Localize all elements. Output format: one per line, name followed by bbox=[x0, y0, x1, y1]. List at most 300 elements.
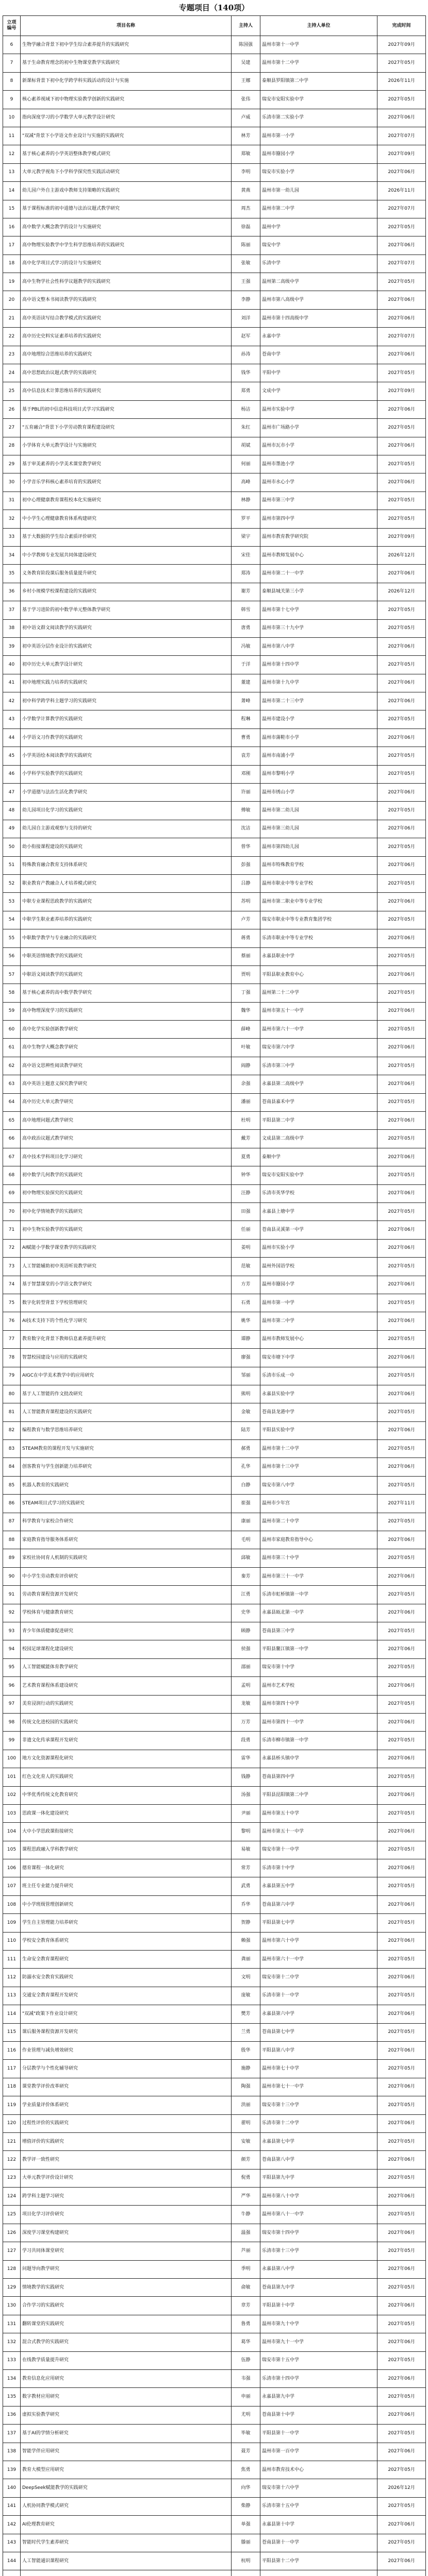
cell-number: 71 bbox=[3, 1221, 21, 1239]
cell-project-name: 中职学生职业素养培养的实践研究 bbox=[21, 911, 232, 929]
cell-number: 78 bbox=[3, 1349, 21, 1367]
cell-host-unit: 温州中学 bbox=[260, 218, 377, 236]
cell-host-unit: 温州市籀园小学 bbox=[260, 1276, 377, 1294]
cell-finish-time: 2027年06月 bbox=[377, 784, 426, 802]
cell-project-name: 中小学班级管理创新研究 bbox=[21, 1895, 232, 1913]
cell-host: 田强 bbox=[232, 1203, 260, 1221]
cell-host-unit: 温州第二高级中学 bbox=[260, 273, 377, 291]
cell-host: 乔华 bbox=[232, 1895, 260, 1913]
cell-project-name: AI赋能小学数学课堂教学的实践研究 bbox=[21, 1239, 232, 1257]
cell-number: 21 bbox=[3, 309, 21, 327]
cell-host: 温强 bbox=[232, 2224, 260, 2242]
cell-host: 蒋勇 bbox=[232, 929, 260, 947]
cell-number: 103 bbox=[3, 1804, 21, 1822]
cell-project-name: 初中历史大单元教学设计研究 bbox=[21, 656, 232, 674]
cell-host-unit: 苍南县龙港中学 bbox=[260, 1403, 377, 1421]
cell-host: 尤明 bbox=[232, 2406, 260, 2424]
cell-host: 杭明 bbox=[232, 2552, 260, 2570]
cell-number: 22 bbox=[3, 328, 21, 346]
cell-host-unit: 温州市艺术学校 bbox=[260, 1677, 377, 1695]
cell-project-name: 劳动教育课程资源开发研究 bbox=[21, 1586, 232, 1604]
cell-number: 114 bbox=[3, 2005, 21, 2023]
cell-project-name: 高中语文思辨性阅读教学研究 bbox=[21, 1057, 232, 1075]
cell-project-name: 家庭教育指导服务体系研究 bbox=[21, 1531, 232, 1549]
cell-host: 崔强 bbox=[232, 1495, 260, 1513]
table-row bbox=[3, 200, 426, 218]
cell-host: 申丽 bbox=[232, 2388, 260, 2406]
cell-finish-time: 2027年05月 bbox=[377, 947, 426, 965]
cell-project-name: 基于课程标准的初中道德与法治议题式教学研究 bbox=[21, 200, 232, 218]
cell-host-unit: 温州市实验小学 bbox=[260, 1239, 377, 1257]
cell-project-name: AIGC在中学美术教学中的应用研究 bbox=[21, 1367, 232, 1385]
table-row bbox=[3, 1075, 426, 1093]
cell-host-unit: 温州市第三幼儿园 bbox=[260, 820, 377, 838]
cell-project-name: 幼小衔接课程建设的实践研究 bbox=[21, 838, 232, 856]
table-row bbox=[3, 2497, 426, 2515]
cell-number: 50 bbox=[3, 838, 21, 856]
cell-number: 55 bbox=[3, 929, 21, 947]
cell-host: 吕静 bbox=[232, 874, 260, 892]
cell-project-name: 基于核心素养的高中数学教学研究 bbox=[21, 984, 232, 1002]
table-row bbox=[3, 2041, 426, 2059]
cell-host: 周杰 bbox=[232, 200, 260, 218]
cell-host-unit: 平阳县第十二中学 bbox=[260, 2552, 377, 2570]
cell-host-unit: 苍南县第九中学 bbox=[260, 2279, 377, 2297]
table-row bbox=[3, 893, 426, 911]
cell-finish-time: 2027年06月 bbox=[377, 1531, 426, 1549]
cell-finish-time: 2027年06月 bbox=[377, 1932, 426, 1950]
cell-finish-time: 2027年05月 bbox=[377, 1093, 426, 1111]
cell-project-name: 基于智慧课堂的小学语文教学研究 bbox=[21, 1276, 232, 1294]
table-row bbox=[3, 2151, 426, 2169]
table-row bbox=[3, 656, 426, 674]
cell-host-unit: 瑞安市第十三中学 bbox=[260, 2096, 377, 2114]
cell-host-unit: 乐清市柳市镇第一中学 bbox=[260, 1732, 377, 1750]
table-row bbox=[3, 1695, 426, 1713]
table-row bbox=[3, 2351, 426, 2369]
table-row bbox=[3, 492, 426, 510]
table-row bbox=[3, 1513, 426, 1531]
cell-finish-time: 2027年06月 bbox=[377, 1312, 426, 1330]
cell-number: 91 bbox=[3, 1586, 21, 1604]
table-row bbox=[3, 382, 426, 400]
cell-number: 98 bbox=[3, 1713, 21, 1731]
cell-host: 曹勇 bbox=[232, 728, 260, 747]
cell-number: 58 bbox=[3, 984, 21, 1002]
cell-host: 颜芳 bbox=[232, 2151, 260, 2169]
table-row bbox=[3, 1276, 426, 1294]
cell-finish-time: 2027年09月 bbox=[377, 382, 426, 400]
cell-host-unit: 瑞安市第十中学 bbox=[260, 1658, 377, 1676]
cell-project-name: 红色文化育人的实践研究 bbox=[21, 1768, 232, 1786]
cell-project-name: "五育融合"背景下小学劳动教育课程建设研究 bbox=[21, 419, 232, 437]
cell-host: 魏华 bbox=[232, 1002, 260, 1020]
cell-host: 谭静 bbox=[232, 1330, 260, 1348]
cell-host-unit: 温州市第四十一中学 bbox=[260, 1713, 377, 1731]
cell-number: 56 bbox=[3, 947, 21, 965]
cell-host-unit: 温州市第五十一中学 bbox=[260, 1823, 377, 1841]
cell-host: 兰勇 bbox=[232, 2023, 260, 2041]
cell-host bbox=[232, 2570, 260, 2576]
cell-number: 57 bbox=[3, 965, 21, 984]
cell-project-name: 高中化学项目式学习的设计与实施研究 bbox=[21, 255, 232, 273]
cell-host-unit: 乐清市第十三中学 bbox=[260, 2242, 377, 2260]
cell-finish-time: 2027年06月 bbox=[377, 1604, 426, 1622]
table-row bbox=[3, 1987, 426, 2005]
table-row bbox=[3, 1385, 426, 1403]
cell-host-unit: 温州市第二十一中学 bbox=[260, 565, 377, 583]
table-row bbox=[3, 1039, 426, 1057]
cell-number: 24 bbox=[3, 364, 21, 382]
cell-finish-time: 2027年07月 bbox=[377, 127, 426, 145]
cell-project-name: 基于生命教育理念的初中生物课堂教学实践研究 bbox=[21, 54, 232, 72]
cell-number: 29 bbox=[3, 455, 21, 473]
cell-host-unit: 温州市家庭教育指导中心 bbox=[260, 1531, 377, 1549]
cell-number: 14 bbox=[3, 182, 21, 200]
cell-finish-time: 2027年05月 bbox=[377, 1057, 426, 1075]
table-row bbox=[3, 1732, 426, 1750]
cell-number: 117 bbox=[3, 2060, 21, 2078]
cell-number: 138 bbox=[3, 2443, 21, 2461]
table-row bbox=[3, 109, 426, 127]
cell-number: 16 bbox=[3, 218, 21, 236]
cell-finish-time: 2027年06月 bbox=[377, 291, 426, 309]
cell-finish-time: 2027年06月 bbox=[377, 2406, 426, 2424]
cell-host-unit: 泰顺县城关第三小学 bbox=[260, 583, 377, 601]
cell-project-name: 初中物理实验探究的实践研究 bbox=[21, 1184, 232, 1202]
cell-project-name: 幼儿园项目化学习的实践研究 bbox=[21, 802, 232, 820]
cell-project-name: 小学道德与法治生活化教学研究 bbox=[21, 784, 232, 802]
cell-host: 孟明 bbox=[232, 1677, 260, 1695]
cell-host: 芦丽 bbox=[232, 2242, 260, 2260]
cell-project-name: 智能时代学生素养研究 bbox=[21, 2534, 232, 2552]
cell-host: 胡斌 bbox=[232, 437, 260, 455]
cell-host: 陈国强 bbox=[232, 36, 260, 54]
cell-number: 11 bbox=[3, 127, 21, 145]
cell-finish-time: 2027年05月 bbox=[377, 874, 426, 892]
cell-project-name: 人工智能赋能体育教学研究 bbox=[21, 1658, 232, 1676]
cell-host: 雷华 bbox=[232, 1750, 260, 1768]
table-row bbox=[3, 856, 426, 874]
cell-finish-time: 2027年05月 bbox=[377, 2534, 426, 2552]
cell-host-unit: 温州市职业中等专业学校 bbox=[260, 874, 377, 892]
table-row bbox=[3, 947, 426, 965]
cell-number: 20 bbox=[3, 291, 21, 309]
cell-host: 苏明 bbox=[232, 893, 260, 911]
cell-project-name: 高中信息技术计算思维培养的实践研究 bbox=[21, 382, 232, 400]
cell-host: 汤强 bbox=[232, 1786, 260, 1804]
cell-host: 陈丽 bbox=[232, 236, 260, 255]
cell-number: 137 bbox=[3, 2425, 21, 2443]
cell-finish-time: 2027年05月 bbox=[377, 2206, 426, 2224]
table-row bbox=[3, 765, 426, 783]
cell-finish-time: 2027年05月 bbox=[377, 2242, 426, 2260]
cell-project-name: 基于PBL的初中信息科技项目式学习实践研究 bbox=[21, 400, 232, 418]
cell-number: 40 bbox=[3, 656, 21, 674]
cell-project-name: "双减"政策下作业设计研究 bbox=[21, 2005, 232, 2023]
cell-host-unit: 温州市第四中学 bbox=[260, 510, 377, 528]
cell-host: 严华 bbox=[232, 2188, 260, 2206]
cell-finish-time: 2027年05月 bbox=[377, 1841, 426, 1859]
cell-project-name: 乡村小规模学校课程建设的实践研究 bbox=[21, 583, 232, 601]
table-row bbox=[3, 291, 426, 309]
table-row bbox=[3, 1658, 426, 1676]
cell-project-name: 学校安全教育体系研究 bbox=[21, 1932, 232, 1950]
cell-host-unit: 平阳县第十一中学 bbox=[260, 2425, 377, 2443]
cell-host-unit: 乐清市虹桥镇第一中学 bbox=[260, 1586, 377, 1604]
cell-finish-time: 2027年05月 bbox=[377, 984, 426, 1002]
cell-finish-time: 2027年05月 bbox=[377, 2023, 426, 2041]
cell-number: 34 bbox=[3, 546, 21, 564]
cell-project-name: 课程思政融入学科教学研究 bbox=[21, 1841, 232, 1859]
table-row bbox=[3, 2242, 426, 2260]
cell-finish-time: 2027年05月 bbox=[377, 656, 426, 674]
cell-number: 32 bbox=[3, 510, 21, 528]
cell-project-name: 交通安全教育课程开发研究 bbox=[21, 1987, 232, 2005]
cell-finish-time: 2027年05月 bbox=[377, 1440, 426, 1458]
cell-number: 39 bbox=[3, 637, 21, 655]
cell-host-unit: 温州市第八高级中学 bbox=[260, 291, 377, 309]
cell-number: 115 bbox=[3, 2023, 21, 2041]
table-row bbox=[3, 1112, 426, 1130]
table-row bbox=[3, 874, 426, 892]
cell-host-unit: 平阳县鳌江镇第一中学 bbox=[260, 1640, 377, 1658]
cell-finish-time: 2027年05月 bbox=[377, 1203, 426, 1221]
cell-number: 63 bbox=[3, 1075, 21, 1093]
table-row bbox=[3, 692, 426, 710]
cell-host-unit: 永嘉县职业中学 bbox=[260, 947, 377, 965]
cell-number: 122 bbox=[3, 2151, 21, 2169]
cell-host-unit: 永嘉中学 bbox=[260, 328, 377, 346]
cell-project-name: 高中历史大单元教学研究 bbox=[21, 1093, 232, 1111]
cell-project-name: 混合式教学的实践研究 bbox=[21, 2333, 232, 2351]
cell-finish-time: 2027年05月 bbox=[377, 2497, 426, 2515]
cell-project-name: 高中地理问题式教学研究 bbox=[21, 1112, 232, 1130]
cell-host: 段勇 bbox=[232, 1732, 260, 1750]
cell-host-unit: 苍南中学 bbox=[260, 346, 377, 364]
cell-host-unit: 温州外国语学校 bbox=[260, 1258, 377, 1276]
cell-finish-time: 2026年12月 bbox=[377, 583, 426, 601]
cell-finish-time: 2027年06月 bbox=[377, 2443, 426, 2461]
cell-host: 薛峰 bbox=[232, 1021, 260, 1039]
cell-host: 廖强 bbox=[232, 1349, 260, 1367]
cell-number: 33 bbox=[3, 528, 21, 546]
cell-host: 董建 bbox=[232, 674, 260, 692]
table-row bbox=[3, 1458, 426, 1476]
cell-host: 汪静 bbox=[232, 1184, 260, 1202]
cell-host-unit: 温州市教育技术中心 bbox=[260, 2461, 377, 2479]
cell-host: 卢威 bbox=[232, 109, 260, 127]
cell-project-name: 中小学教师专业发展共同体建设研究 bbox=[21, 546, 232, 564]
table-row bbox=[3, 1823, 426, 1841]
cell-project-name: 高中物理深度学习的实践研究 bbox=[21, 1002, 232, 1020]
cell-project-name: 翻转课堂的实践研究 bbox=[21, 2315, 232, 2333]
cell-number: 128 bbox=[3, 2260, 21, 2278]
cell-host: 方芳 bbox=[232, 1276, 260, 1294]
cell-finish-time: 2027年06月 bbox=[377, 236, 426, 255]
cell-number: 126 bbox=[3, 2224, 21, 2242]
table-row bbox=[3, 2461, 426, 2479]
cell-host-unit: 温州市第六十中学 bbox=[260, 1932, 377, 1950]
cell-host: 殷华 bbox=[232, 2041, 260, 2059]
table-row bbox=[3, 1476, 426, 1494]
cell-finish-time: 2027年05月 bbox=[377, 364, 426, 382]
cell-number: 108 bbox=[3, 1895, 21, 1913]
cell-number: 68 bbox=[3, 1166, 21, 1184]
cell-project-name: 中职语文阅读教学的实践研究 bbox=[21, 965, 232, 984]
table-row bbox=[3, 2516, 426, 2534]
col-header-finish-time: 完成时间 bbox=[377, 16, 426, 36]
table-row bbox=[3, 1951, 426, 1969]
cell-number: 92 bbox=[3, 1604, 21, 1622]
table-row bbox=[3, 1258, 426, 1276]
cell-host: 庞敏 bbox=[232, 1987, 260, 2005]
table-row bbox=[3, 2188, 426, 2206]
cell-number: 85 bbox=[3, 1476, 21, 1494]
cell-project-name: 人工智能教育课程建设的实践研究 bbox=[21, 1403, 232, 1421]
cell-project-name: 编程教育与数学思维培养研究 bbox=[21, 1421, 232, 1439]
cell-host: 戴芳 bbox=[232, 1130, 260, 1148]
cell-finish-time: 2027年06月 bbox=[377, 2297, 426, 2315]
table-row bbox=[3, 1349, 426, 1367]
cell-number: 96 bbox=[3, 1677, 21, 1695]
table-row bbox=[3, 1677, 426, 1695]
cell-host: 史华 bbox=[232, 1604, 260, 1622]
cell-number: 102 bbox=[3, 1786, 21, 1804]
cell-finish-time: 2027年06月 bbox=[377, 2114, 426, 2132]
cell-finish-time: 2027年06月 bbox=[377, 2151, 426, 2169]
table-row bbox=[3, 2114, 426, 2132]
cell-number: 132 bbox=[3, 2333, 21, 2351]
cell-finish-time: 2027年05月 bbox=[377, 747, 426, 765]
cell-project-name: 高中英语读写结合教学模式的实践研究 bbox=[21, 309, 232, 327]
cell-finish-time: 2027年06月 bbox=[377, 400, 426, 418]
cell-finish-time: 2027年09月 bbox=[377, 36, 426, 54]
cell-number: 81 bbox=[3, 1403, 21, 1421]
table-row bbox=[3, 1166, 426, 1184]
cell-finish-time: 2027年06月 bbox=[377, 1969, 426, 1987]
cell-host: 施静 bbox=[232, 2060, 260, 2078]
table-row bbox=[3, 820, 426, 838]
table-row bbox=[3, 2169, 426, 2187]
cell-project-name: 初中语文群文阅读教学的实践研究 bbox=[21, 619, 232, 637]
project-table bbox=[3, 15, 426, 2576]
cell-finish-time: 2027年06月 bbox=[377, 1349, 426, 1367]
cell-host: 安敏 bbox=[232, 2132, 260, 2150]
cell-number: 118 bbox=[3, 2078, 21, 2096]
cell-host-unit: 温州市第十三中学 bbox=[260, 1458, 377, 1476]
cell-finish-time: 2027年06月 bbox=[377, 1823, 426, 1841]
cell-host-unit: 泰顺中学 bbox=[260, 1148, 377, 1166]
cell-host: 洪丽 bbox=[232, 2096, 260, 2114]
table-row bbox=[3, 510, 426, 528]
table-row bbox=[3, 2333, 426, 2351]
cell-host: 范敏 bbox=[232, 1258, 260, 1276]
cell-host-unit: 乐清市英华学校 bbox=[260, 1184, 377, 1202]
cell-finish-time: 2027年06月 bbox=[377, 1184, 426, 1202]
cell-number: 23 bbox=[3, 346, 21, 364]
cell-number: 49 bbox=[3, 820, 21, 838]
cell-project-name: 教育数字化背景下教师信息素养提升研究 bbox=[21, 1330, 232, 1348]
cell-host: 任丽 bbox=[232, 1221, 260, 1239]
cell-host-unit: 永嘉县实验中学 bbox=[260, 1385, 377, 1403]
table-row bbox=[3, 929, 426, 947]
cell-project-name: 中职数学教学与专业融合的实践研究 bbox=[21, 929, 232, 947]
cell-number: 140 bbox=[3, 2479, 21, 2497]
cell-host-unit: 温州市第十七中学 bbox=[260, 601, 377, 619]
cell-project-name: 深度学习课堂构建研究 bbox=[21, 2224, 232, 2242]
cell-host: 石勇 bbox=[232, 1294, 260, 1312]
cell-finish-time: 2027年05月 bbox=[377, 218, 426, 236]
cell-finish-time: 2027年05月 bbox=[377, 1695, 426, 1713]
cell-host: 文明 bbox=[232, 1969, 260, 1987]
cell-host-unit: 温州市第十二中学 bbox=[260, 1440, 377, 1458]
cell-host-unit: 温州市第一小学 bbox=[260, 127, 377, 145]
cell-finish-time: 2027年06月 bbox=[377, 1112, 426, 1130]
cell-project-name: 增值评价的实践研究 bbox=[21, 2132, 232, 2150]
table-row bbox=[3, 1549, 426, 1567]
cell-project-name: 基于AI的学情分析研究 bbox=[21, 2425, 232, 2443]
cell-host: 樊芳 bbox=[232, 2005, 260, 2023]
cell-project-name: 高中政治议题式教学研究 bbox=[21, 1130, 232, 1148]
cell-host-unit: 乐清市第三中学 bbox=[260, 1057, 377, 1075]
cell-project-name: 跨学科主题学习研究 bbox=[21, 2188, 232, 2206]
cell-host: 武勇 bbox=[232, 1877, 260, 1895]
cell-project-name: STEAM项目式学习的实践研究 bbox=[21, 1495, 232, 1513]
cell-finish-time: 2027年06月 bbox=[377, 1895, 426, 1913]
table-row bbox=[3, 1239, 426, 1257]
table-row bbox=[3, 838, 426, 856]
table-row bbox=[3, 1914, 426, 1932]
cell-host: 龚丽 bbox=[232, 1951, 260, 1969]
table-row bbox=[3, 91, 426, 109]
cell-finish-time: 2027年06月 bbox=[377, 473, 426, 492]
cell-number: 100 bbox=[3, 1750, 21, 1768]
cell-host-unit: 永嘉县上塘中学 bbox=[260, 1203, 377, 1221]
table-row bbox=[3, 546, 426, 564]
cell-project-name: 作业管理与减负增效研究 bbox=[21, 2041, 232, 2059]
cell-finish-time: 2027年06月 bbox=[377, 2552, 426, 2570]
cell-number: 107 bbox=[3, 1877, 21, 1895]
table-row bbox=[3, 1093, 426, 1111]
cell-project-name: 初中科学跨学科主题学习的实践研究 bbox=[21, 692, 232, 710]
cell-number: 17 bbox=[3, 236, 21, 255]
cell-project-name: 美育浸润行动的实践研究 bbox=[21, 1695, 232, 1713]
cell-number: 101 bbox=[3, 1768, 21, 1786]
cell-host-unit: 永嘉县第九中学 bbox=[260, 2388, 377, 2406]
cell-finish-time: 2027年05月 bbox=[377, 1549, 426, 1567]
cell-project-name: 在线教学质量提升研究 bbox=[21, 2351, 232, 2369]
cell-number: 89 bbox=[3, 1549, 21, 1567]
cell-finish-time: 2026年11月 bbox=[377, 72, 426, 90]
table-row bbox=[3, 273, 426, 291]
cell-number: 129 bbox=[3, 2279, 21, 2297]
table-row bbox=[3, 2078, 426, 2096]
table-row bbox=[3, 2552, 426, 2570]
cell-project-name: 学校体育与健康教育研究 bbox=[21, 1604, 232, 1622]
table-row bbox=[3, 1221, 426, 1239]
cell-number: 37 bbox=[3, 601, 21, 619]
cell-finish-time: 2027年05月 bbox=[377, 710, 426, 728]
cell-host-unit: 温州市第九十一中学 bbox=[260, 2333, 377, 2351]
cell-project-name: 基于学习进阶的初中数学单元整体教学研究 bbox=[21, 601, 232, 619]
cell-host-unit: 温州市黎明小学 bbox=[260, 765, 377, 783]
cell-project-name: 初中地理实践力培养的实践研究 bbox=[21, 674, 232, 692]
cell-project-name: 高中生物学社会性科学议题教学的实践研究 bbox=[21, 273, 232, 291]
cell-project-name: 初中化学情境教学的实践研究 bbox=[21, 1203, 232, 1221]
table-row bbox=[3, 2479, 426, 2497]
table-row bbox=[3, 2297, 426, 2315]
